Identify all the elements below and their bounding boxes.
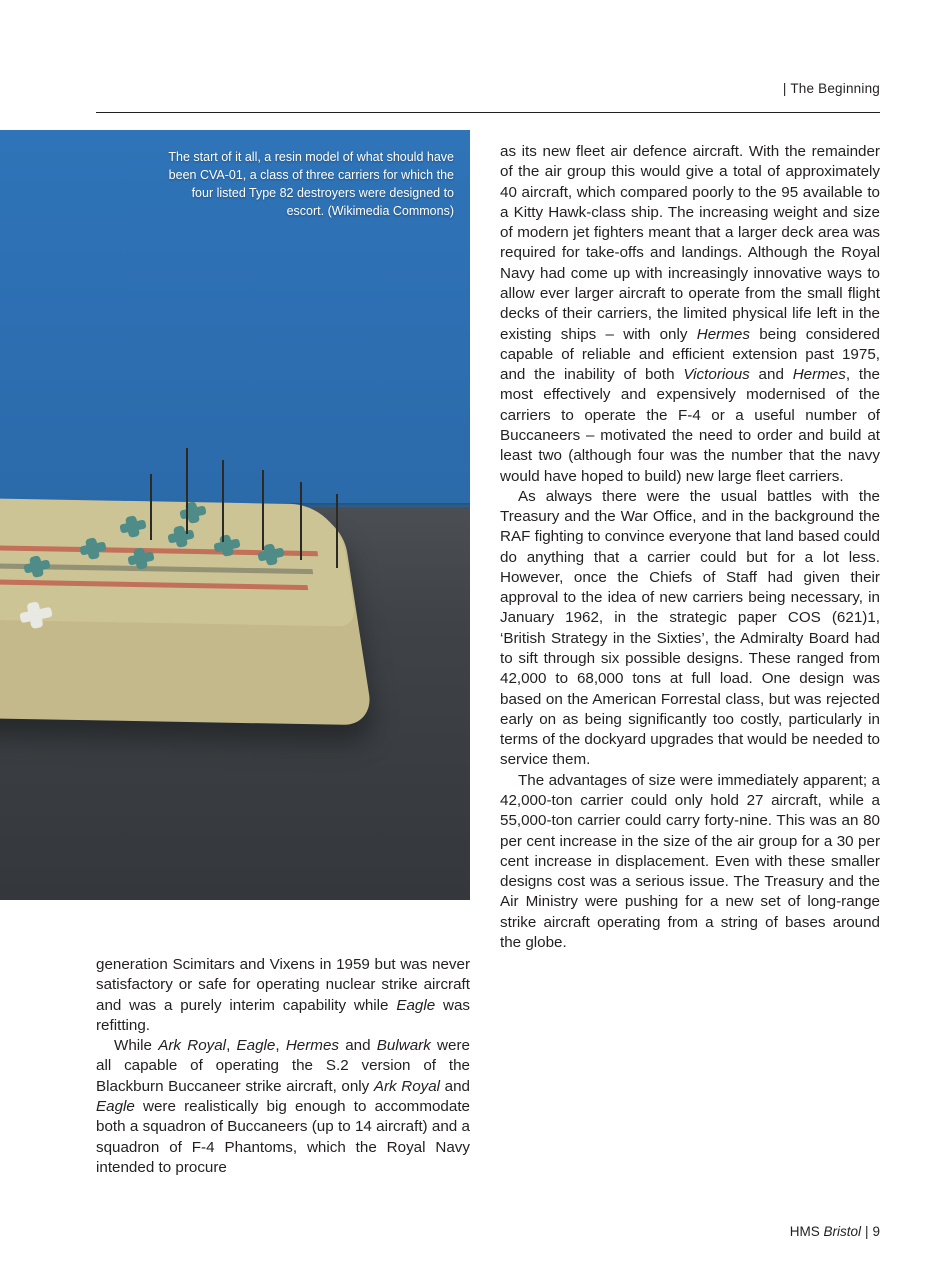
body-text-left-column <box>96 955 470 1178</box>
photo-caption: The start of it all, a resin model of what should have been CVA-01, a class of three carriers for which the four listed Type 82 destroyers were designed to escort. (Wikimedia Commons) <box>168 150 454 219</box>
running-head-text: | The Beginning <box>782 81 880 96</box>
deck-mast <box>150 474 152 540</box>
deck-mast <box>336 494 338 568</box>
footer-book-title-italic: Bristol <box>823 1224 861 1239</box>
deck-mast <box>222 460 224 542</box>
page-number: 9 <box>872 1224 880 1239</box>
paragraph: The advantages of size were immediately apparent; a 42,000-ton carrier could only hold 27 aircraft, while a 55,000-ton carrier could carry forty-nine. This was an 80 per cent increase in the size of the air group for a 30 per cent increase in displacement. Even with these smaller designs cost was a serious issue. The Treasury and the Air Ministry were pushing for a new set of long-range strike aircraft operating from a string of bases around the globe. <box>500 771 880 951</box>
photo-cva01-model <box>0 130 470 900</box>
page-footer <box>500 1224 880 1239</box>
running-head <box>96 80 880 103</box>
footer-separator: | <box>864 1224 869 1239</box>
paragraph: generation Scimitars and Vixens in 1959 but was never satisfactory or safe for operating nuclear strike aircraft and was a purely interim capability while Eagle was refitting. <box>96 956 470 1034</box>
paragraph: as its new fleet air defence aircraft. With the remainder of the air group this would give a total of approximately 40 aircraft, which compared poorly to the 95 available to a Kitty Hawk-class ship. The increasing weight and size of modern jet fighters meant that a larger deck area was required for take-offs and landings. Although the Royal Navy had come up with increasingly innovative ways to allow ever larger aircraft to operate from the small flight decks of their carriers, the limited physical life left in the existing ships – with only Hermes being considered capable of reliable and efficient extension past 1975, and the inability of both Victorious and Hermes, the most effectively and expensively modernised of the carriers to operate the F-4 or a useful number of Buccaneers – motivated the need to order and build at least two (although four was the number that the navy would have hoped to build) new large fleet carriers. <box>500 143 880 485</box>
footer-book-title: HMS <box>789 1224 824 1239</box>
paragraph: As always there were the usual battles with the Treasury and the War Office, and in the background the RAF fighting to convince everyone that land based could do anything that a carrier could but for a lot less. However, once the Chiefs of Staff had given their approval to the idea of new carriers being necessary, in January 1962, in the strategic paper COS (621)1, ‘British Strategy in the Sixties’, the Admiralty Board had to sift through six possible designs. These ranged from 42,000 to 68,000 tons at full load. One design was based on the American Forrestal class, but was rejected early on as being significantly too costly, particularly in terms of the dockyard upgrades that would be needed to service them. <box>500 487 880 769</box>
header-divider <box>96 112 880 113</box>
deck-mast <box>300 482 302 560</box>
deck-mast <box>262 470 264 550</box>
paragraph: While Ark Royal, Eagle, Hermes and Bulwark were all capable of operating the S.2 version of the Blackburn Buccaneer strike aircraft, only Ark Royal and Eagle were realistically big enough to accommodate both a squadron of Buccaneers (up to 14 aircraft) and a squadron of F-4 Phantoms, which the Royal Navy intended to procure <box>96 1037 470 1176</box>
carrier-flight-deck <box>0 497 357 626</box>
deck-mast <box>186 448 188 534</box>
body-text-right-column <box>500 142 880 953</box>
